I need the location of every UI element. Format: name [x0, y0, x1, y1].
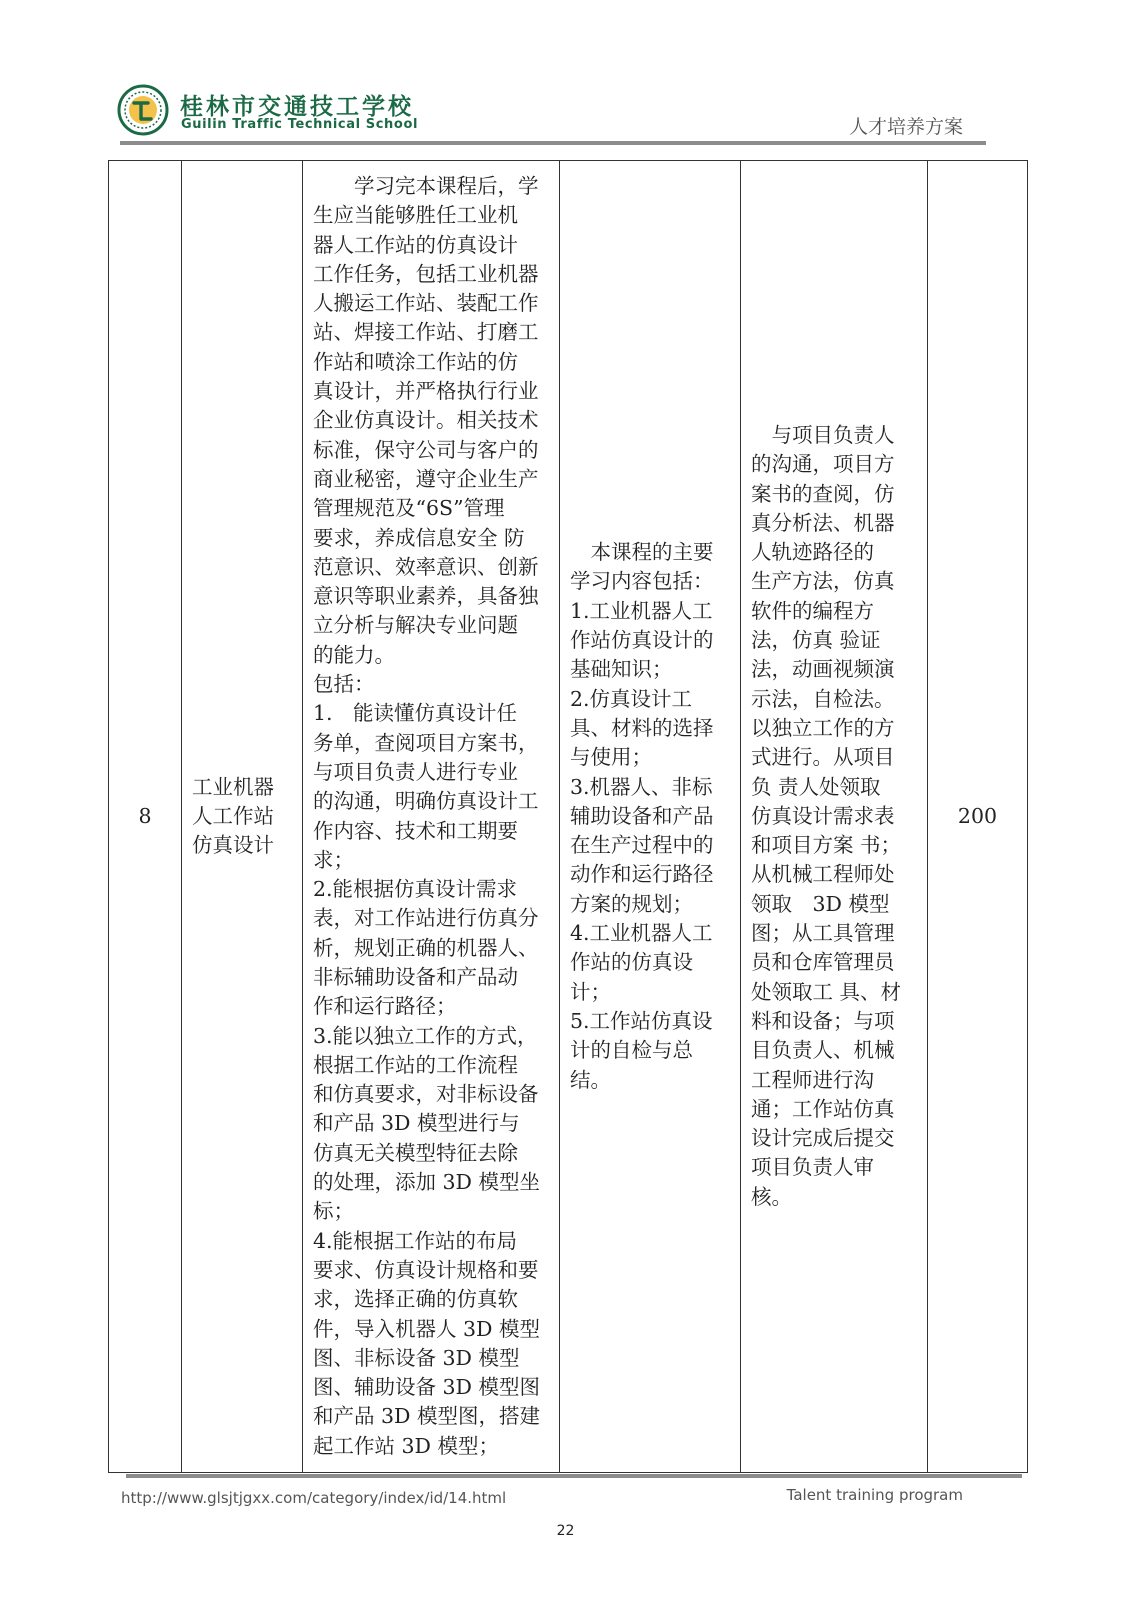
page-number: 22: [556, 1523, 575, 1539]
footer-program-label: Talent training program: [786, 1486, 963, 1504]
course-name: 工业机器 人工作站 仿真设计: [182, 161, 303, 1473]
course-objectives: 学习完本课程后，学 生应当能够胜任工业机 器人工作站的仿真设计 工作任务，包括工业机器 人搬运工作站、装配工作 站、焊接工作站、打磨工 作站和喷涂工作站的仿 真设计，并严格执行行业 企业仿真设计。相关技术 标准，保守公司与客户的 商业秘密，遵守企业生产 管理规范及“6S”管理 要求，养成信息安全 防 范意识、效率意识、创新 意识等职业素养，具备独 立分析与解决专业问题 的能力。 包括： 1. 能读懂仿真设计任 务单，查阅项目方案书， 与项目负责人进行专业 的沟通，明确仿真设计工 作内容、技术和工期要 求； 2.能根据仿真设计需求 表，对工作站进行仿真分 析，规划正确的机器人、 非标辅助设备和产品动 作和运行路径； 3.能以独立工作的方式， 根据工作站的工作流程 和仿真要求，对非标设备 和产品 3D 模型进行与 仿真无关模型特征去除 的处理，添加 3D 模型坐 标； 4.能根据工作站的布局 要求、仿真设计规格和要 求，选择正确的仿真软 件，导入机器人 3D 模型 图、非标设备 3D 模型 图、辅助设备 3D 模型图 和产品 3D 模型图，搭建 起工作站 3D 模型；: [303, 161, 560, 1473]
footer-url: http://www.glsjtjgxx.com/category/index/id/14.html: [121, 1489, 507, 1507]
course-index: 8: [109, 161, 182, 1473]
doc-title: 人才培养方案: [848, 116, 963, 138]
school-logo-icon: [117, 84, 169, 136]
course-content: 本课程的主要 学习内容包括： 1.工业机器人工 作站仿真设计的 基础知识； 2.仿真设计工 具、材料的选择 与使用； 3.机器人、非标 辅助设备和产品 在生产过程中的 动作和运行路径 方案的规划； 4.工业机器人工 作站的仿真设 计； 5.工作站仿真设 计的自检与总 结。: [560, 161, 741, 1473]
school-name-en: Guilin Traffic Technical School: [181, 117, 419, 132]
table-row: [109, 161, 1028, 1473]
header-divider: [120, 141, 986, 145]
footer-divider: [126, 1474, 1022, 1478]
course-hours: 200: [928, 161, 1028, 1473]
teaching-method: 与项目负责人 的沟通，项目方 案书的查阅，仿 真分析法、机器 人轨迹路径的 生产方法，仿真 软件的编程方 法，仿真 验证 法，动画视频演 示法，自检法。 以独立工作的方 式进行。从项目 负 责人处领取 仿真设计需求表 和项目方案 书； 从机械工程师处 领取 3D 模型 图；从工具管理 员和仓库管理员 处领取工 具、材 料和设备；与项 目负责人、机械 工程师进行沟 通；工作站仿真 设计完成后提交 项目负责人审 核。: [741, 161, 928, 1473]
course-table: [108, 160, 1028, 1473]
school-name-cn: 桂林市交通技工学校: [180, 94, 414, 120]
